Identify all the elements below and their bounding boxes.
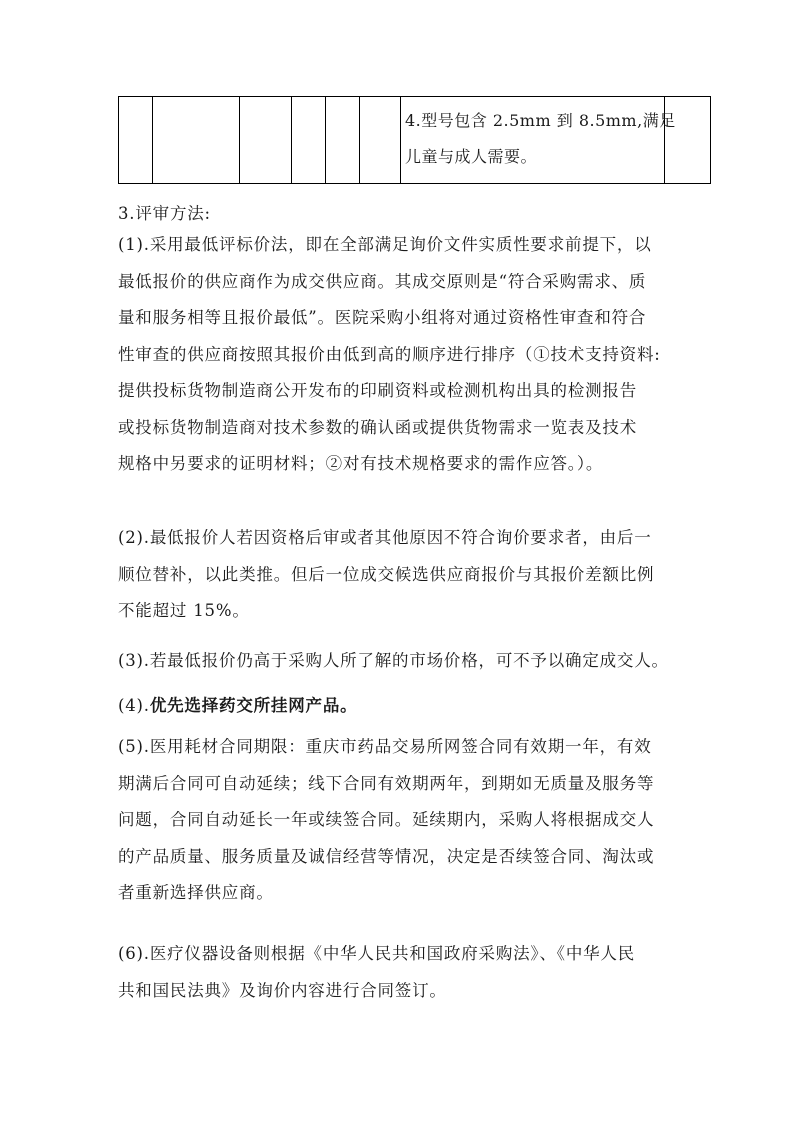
text-line: 或投标货物制造商对技术参数的确认函或提供货物需求一览表及技术 bbox=[118, 417, 637, 437]
spec-line: 4.型号包含 2.5mm 到 8.5mm,满足 bbox=[405, 111, 676, 130]
text-line: 性审查的供应商按照其报价由低到高的顺序进行排序（①技术支持资料: bbox=[118, 344, 661, 364]
paragraph-4 bbox=[118, 688, 688, 725]
text-line: 者重新选择供应商。 bbox=[118, 883, 274, 902]
paragraph-prefix: (4). bbox=[118, 696, 150, 715]
table-cell bbox=[292, 97, 326, 184]
text-line: (5).医用耗材合同期限：重庆市药品交易所网签合同有效期一年，有效 bbox=[118, 737, 652, 756]
text-line: 顺位替补，以此类推。但后一位成交候选供应商报价与其报价差额比例 bbox=[118, 564, 655, 584]
paragraph-1 bbox=[118, 227, 688, 483]
table-cell bbox=[665, 97, 711, 184]
text-line: 共和国民法典》及询价内容进行合同签订。 bbox=[118, 980, 447, 1000]
text-line: 规格中另要求的证明材料；②对有技术规格要求的需作应答。）。 bbox=[118, 454, 604, 473]
text-line: 问题，合同自动延长一年或续签合同。延续期内，采购人将根据成交人 bbox=[118, 810, 655, 829]
bold-highlight-text: 优先选择药交所挂网产品。 bbox=[149, 696, 358, 715]
table-cell bbox=[360, 97, 401, 184]
text-line: 的产品质量、服务质量及诚信经营等情况，决定是否续签合同、淘汰或 bbox=[118, 846, 655, 866]
text-line: (2).最低报价人若因资格后审或者其他原因不符合询价要求者，由后一 bbox=[118, 528, 652, 547]
text-line: 最低报价的供应商作为成交供应商。其成交原则是“符合采购需求、质 bbox=[118, 271, 647, 291]
spec-line: 儿童与成人需要。 bbox=[405, 147, 538, 166]
table-cell bbox=[326, 97, 360, 184]
spec-table bbox=[118, 96, 711, 184]
text-line: (6).医疗仪器设备则根据《中华人民共和国政府采购法》、《中华人民 bbox=[118, 944, 636, 963]
text-line: 量和服务相等且报价最低”。医院采购小组将对通过资格性审查和符合 bbox=[118, 308, 647, 327]
table-cell bbox=[240, 97, 292, 184]
table-cell bbox=[119, 97, 153, 184]
table-row bbox=[119, 97, 711, 184]
text-line: 不能超过 15%。 bbox=[118, 601, 250, 620]
text-line: 期满后合同可自动延续；线下合同有效期两年，到期如无质量及服务等 bbox=[118, 773, 655, 793]
paragraph-2 bbox=[118, 520, 688, 630]
paragraph-6 bbox=[118, 936, 688, 1009]
table-cell bbox=[153, 97, 240, 184]
paragraph-3 bbox=[118, 643, 688, 680]
section-heading: 3.评审方法: bbox=[118, 204, 211, 223]
text-line: (3).若最低报价仍高于采购人所了解的市场价格，可不予以确定成交人。 bbox=[118, 651, 669, 670]
text-line: 提供投标货物制造商公开发布的印刷资料或检测机构出具的检测报告 bbox=[118, 381, 637, 400]
paragraph-5 bbox=[118, 729, 688, 912]
spec-description-cell bbox=[401, 97, 676, 184]
text-line: (1).采用最低评标价法，即在全部满足询价文件实质性要求前提下，以 bbox=[118, 235, 652, 254]
